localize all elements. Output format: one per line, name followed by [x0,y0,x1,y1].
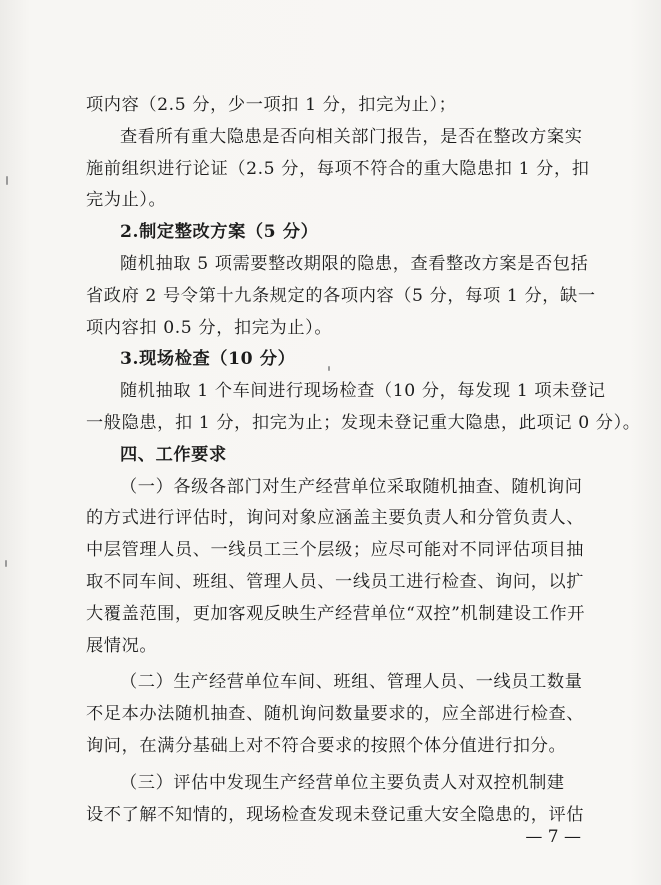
text-line: 随机抽取 1 个车间进行现场检查（10 分，每发现 1 项未登记 [120,381,606,402]
section-heading: 3.现场检查（10 分） [120,349,296,370]
text-line: 完为止）。 [86,190,167,211]
page-number: — 7 — [525,827,581,847]
text-line: 随机抽取 5 项需要整改期限的隐患，查看整改方案是否包括 [120,253,589,274]
text-line: （三）评估中发现生产经营单位主要负责人对双控机制建 [120,772,565,793]
text-line: 中层管理人员、一线员工三个层级；应尽可能对不同评估项目抽 [86,540,585,561]
text-line: 一般隐患，扣 1 分，扣完为止；发现未登记重大隐患，此项记 0 分）。 [86,412,641,433]
text-line: 的方式进行评估时，询问对象应涵盖主要负责人和分管负责人、 [86,508,585,529]
section-heading: 2.制定整改方案（5 分） [120,222,319,243]
text-line: 施前组织进行论证（2.5 分，每项不符合的重大隐患扣 1 分，扣 [86,158,590,179]
body-text [86,90,641,831]
text-line: 省政府 2 号令第十九条规定的各项内容（5 分，每项 1 分，缺一 [86,285,596,306]
text-line: 项内容扣 0.5 分，扣完为止）。 [86,317,333,338]
scan-speck [5,560,7,567]
text-line: 询问，在满分基础上对不符合要求的按照个体分值进行扣分。 [86,735,567,756]
text-line: （一）各级各部门对生产经营单位采取随机抽查、随机询问 [120,476,583,497]
section-heading: 四、工作要求 [120,444,227,465]
scan-speck [6,176,8,185]
text-line: 不足本办法随机抽查、随机询问数量要求的，应全部进行检查、 [86,704,585,725]
text-line: 设不了解不知情的，现场检查发现未登记重大安全隐患的，评估 [86,804,585,825]
text-line: 取不同车间、班组、管理人员、一线员工进行检查、询问，以扩 [86,571,585,592]
text-line: （二）生产经营单位车间、班组、管理人员、一线员工数量 [120,672,583,693]
text-line: 项内容（2.5 分，少一项扣 1 分，扣完为止）； [86,95,457,115]
text-line: 查看所有重大隐患是否向相关部门报告，是否在整改方案实 [120,126,583,147]
text-line: 展情况。 [86,635,158,656]
text-line: 大覆盖范围，更加客观反映生产经营单位“双控”机制建设工作开 [86,603,586,624]
